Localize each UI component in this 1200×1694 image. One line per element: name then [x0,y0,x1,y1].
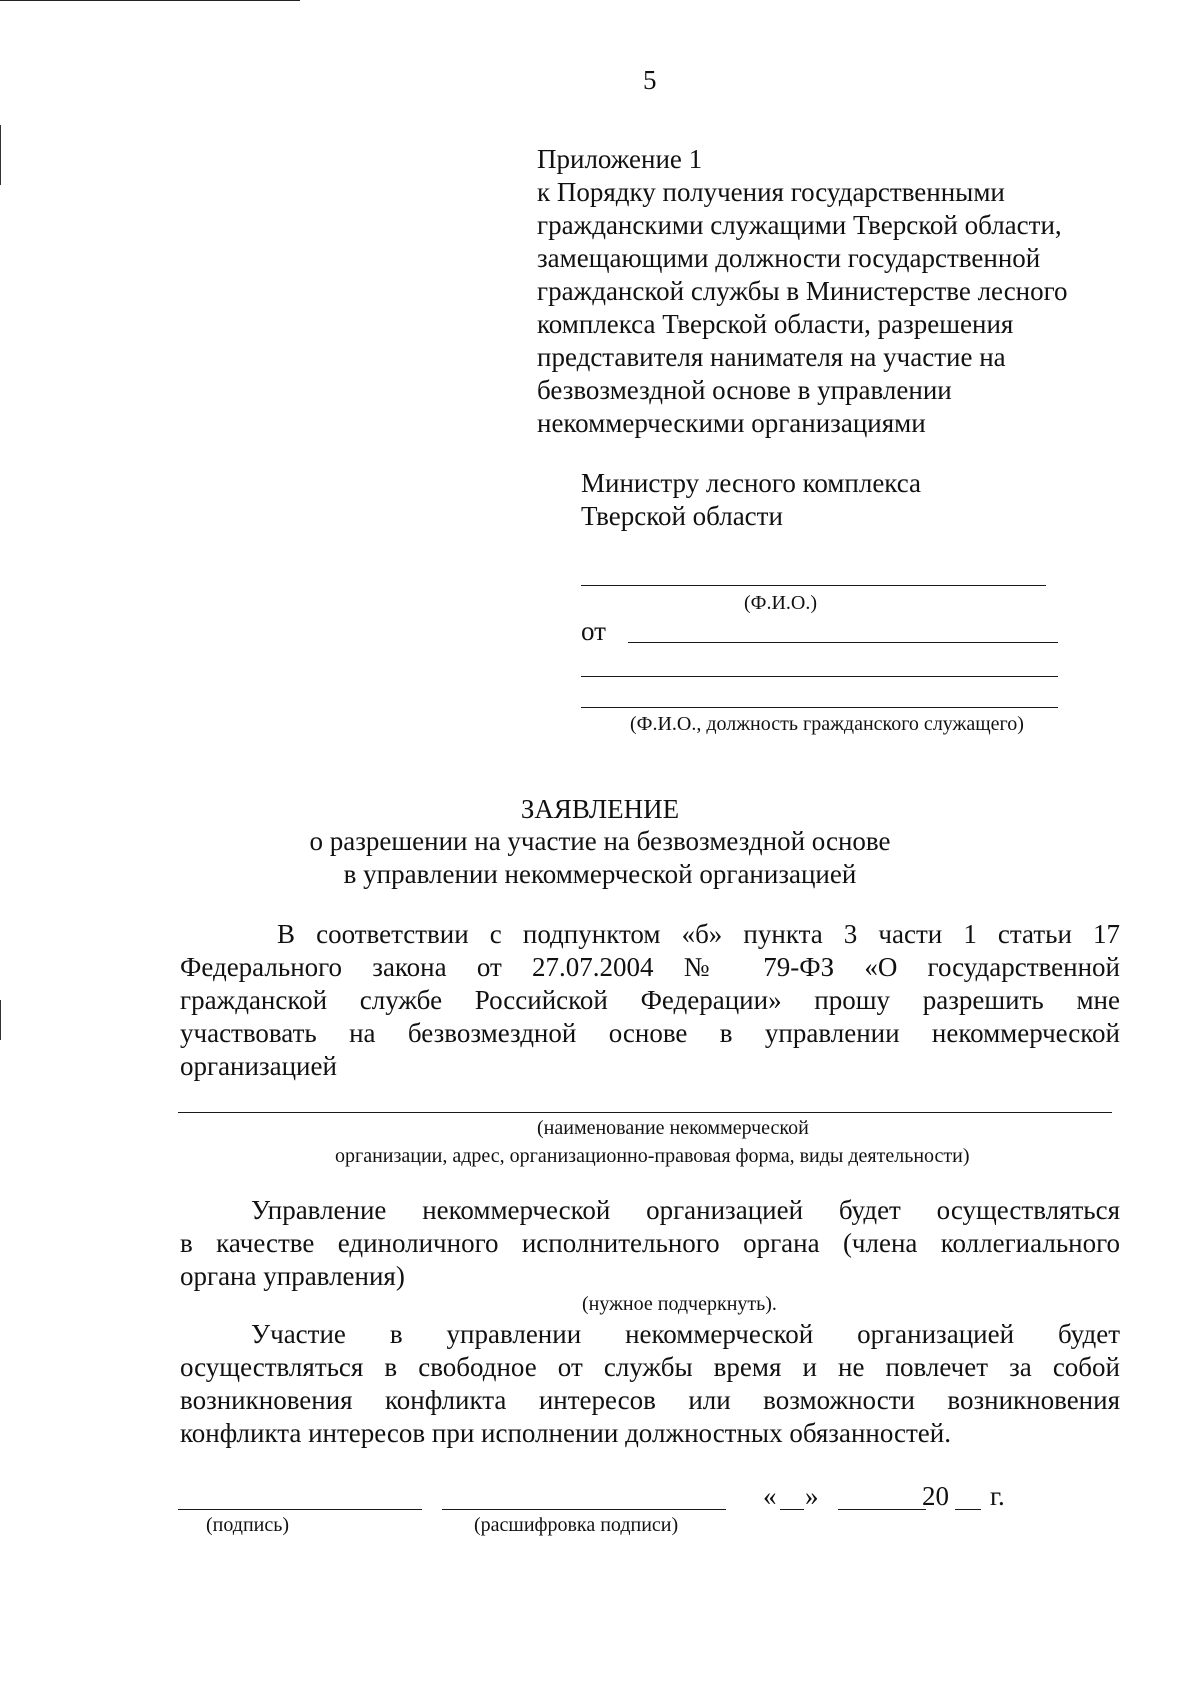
appendix-line: некоммерческими организациями [537,408,926,438]
fio-caption: (Ф.И.О.) [744,592,818,614]
decoding-blank-line [442,1509,726,1510]
scan-edge-top [0,0,300,1]
paragraph-line: В соответствии с подпунктом «б» пункта 3 части 1 статьи 17 [277,919,1120,949]
date-year-blank [955,1509,981,1510]
addressee-line: Министру лесного комплекса [581,468,922,498]
organization-caption: организации, адрес, организационно-правовая форма, виды деятельности) [335,1145,970,1167]
date-open-quote: « [763,1481,777,1511]
scan-edge-left-2 [0,1000,1,1040]
paragraph-line: осуществляться в свободное от службы время и не повлечет за собой [180,1352,1120,1382]
date-year-suffix: г. [990,1481,1005,1511]
from-blank-line-2 [581,676,1058,677]
date-month-blank [838,1509,926,1510]
paragraph-line: Участие в управлении некоммерческой организацией будет [251,1319,1120,1349]
document-title: ЗАЯВЛЕНИЕ [520,794,680,824]
addressee-line: Тверской области [581,501,783,531]
appendix-title: Приложение 1 [537,144,703,174]
paragraph-line: в качестве единоличного исполнительного органа (члена коллегиального [180,1228,1120,1258]
paragraph-line: возникновения конфликта интересов или возможности возникновения [180,1385,1120,1415]
decoding-caption: (расшифровка подписи) [474,1514,679,1536]
from-blank-line-3 [581,707,1058,708]
document-subtitle: в управлении некоммерческой организацией [343,859,857,889]
appendix-line: комплекса Тверской области, разрешения [537,309,1014,339]
organization-blank-line [178,1112,1112,1113]
date-close-quote: » [805,1481,819,1511]
scan-edge-left [0,125,1,185]
signature-blank-line [178,1509,422,1510]
appendix-line: представителя нанимателя на участие на [537,342,1006,372]
appendix-line: безвозмездной основе в управлении [537,375,952,405]
fio-blank-line [581,585,1046,586]
paragraph-participation [180,1318,1120,1450]
appendix-line: к Порядку получения государственными [537,177,1005,207]
paragraph-line: участвовать на безвозмездной основе в управлении некоммерческой [180,1018,1120,1048]
paragraph-management [180,1194,1120,1293]
paragraph-line: организацией [180,1051,337,1081]
paragraph-line: гражданской службе Российской Федерации» прошу разрешить мне [180,985,1120,1015]
from-caption: (Ф.И.О., должность гражданского служащего) [630,713,1024,735]
from-label: от [581,616,606,646]
appendix-line: гражданской службы в Министерстве лесного [537,276,1068,306]
date-day-blank [780,1509,804,1510]
paragraph-line: органа управления) [180,1261,405,1291]
appendix-line: замещающими должности государственной [537,243,1041,273]
date-year-prefix: 20 [922,1481,949,1511]
from-blank-line-1 [628,642,1058,643]
signature-caption: (подпись) [206,1514,290,1536]
organization-caption: (наименование некоммерческой [537,1117,809,1139]
underline-note: (нужное подчеркнуть). [582,1293,777,1315]
document-subtitle: о разрешении на участие на безвозмездной основе [309,826,891,856]
paragraph-line: Управление некоммерческой организацией будет осуществляться [251,1195,1120,1225]
paragraph-line: Федерального закона от 27.07.2004 № 79-ФЗ «О государственной [180,952,1120,982]
page-number: 5 [643,65,657,95]
appendix-line: гражданскими служащими Тверской области, [537,210,1062,240]
paragraph-line: конфликта интересов при исполнении должностных обязанностей. [180,1418,951,1448]
paragraph-request [180,918,1120,1083]
